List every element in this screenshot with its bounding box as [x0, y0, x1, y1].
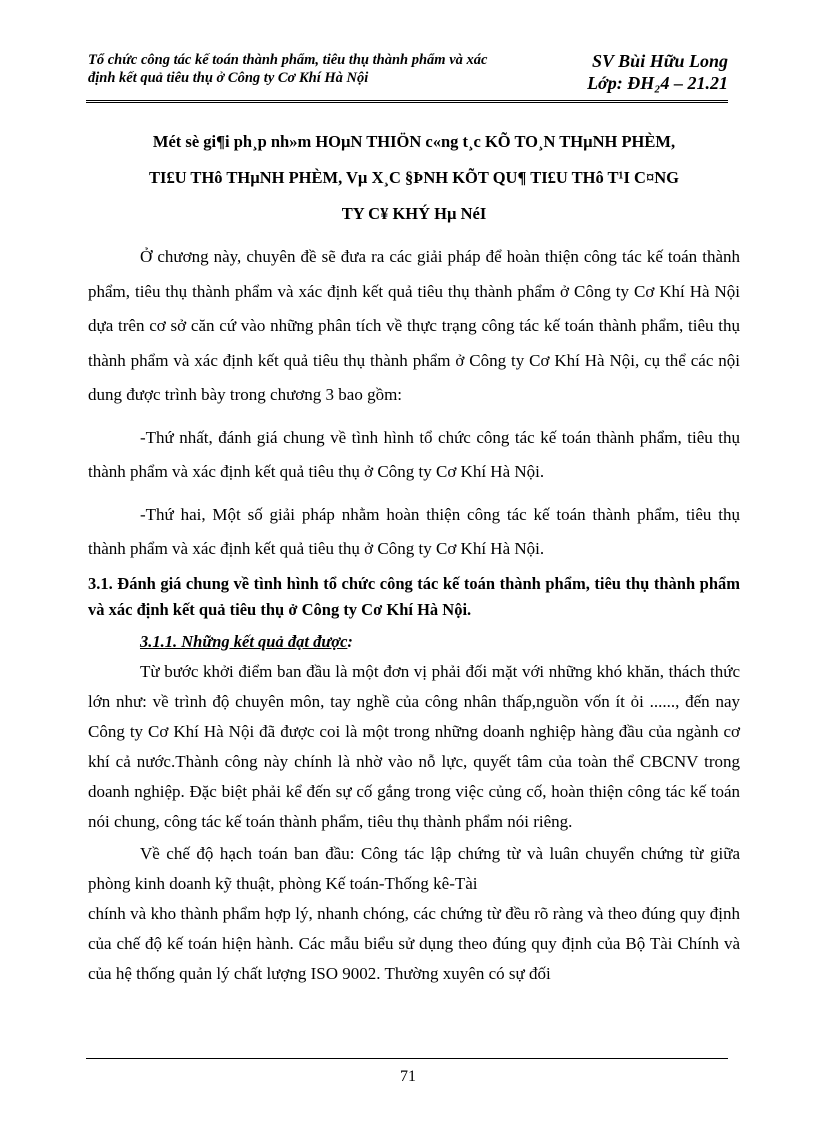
achievements-paragraph: Từ bước khởi điểm ban đầu là một đơn vị phải đối mặt với những khó khăn, thách thức lớn như: về trình độ chuyên môn, tay nghề của công nhân thấp,nguồn vốn ít ỏi ......, đến nay Công ty Cơ Khí Hà Nội đã được coi là một trong những doanh nghiệp hàng đầu của ngành cơ khí cả nước.Thành công này chính là nhờ vào nỗ lực, quyết tâm của toàn thể CBCNV trong doanh nghiệp. Đặc biệt phải kể đến sự cố gắng trong việc củng cố, hoàn thiện công tác kế toán nói chung, công tác kế toán thành phẩm, tiêu thụ thành phẩm nói riêng.: [88, 661, 740, 831]
footer-divider: [86, 1058, 728, 1059]
point-one-paragraph: -Thứ nhất, đánh giá chung về tình hình tổ chức công tác kế toán thành phẩm, tiêu thụ thành phẩm và xác định kết quả tiêu thụ ở Công ty Cơ Khí Hà Nội.: [88, 427, 740, 481]
header-divider: [86, 100, 728, 103]
initial-accounting-continued-paragraph: chính và kho thành phẩm hợp lý, nhanh chóng, các chứng từ đều rõ ràng và theo đúng quy định của chế độ kế toán hiện hành. Các mẫu biểu sử dụng theo đúng quy định của Bộ Tài Chính và của hệ thống quản lý chất lượng ISO 9002. Thường xuyên có sự đối: [88, 903, 740, 983]
page-body: [88, 124, 740, 989]
header-title-line-1: Tổ chức công tác kế toán thành phẩm, tiêu thụ thành phẩm và xác: [88, 52, 488, 68]
page-number: 71: [400, 1068, 416, 1085]
chapter-title: [88, 124, 740, 232]
point-two-paragraph: -Thứ hai, Một số giải pháp nhằm hoàn thiện công tác kế toán thành phẩm, tiêu thụ thành phẩm và xác định kết quả tiêu thụ ở Công ty Cơ Khí Hà Nội.: [88, 504, 740, 558]
chapter-title-line-2: TI£U THô THµNH PHÈM, Vµ X¸C §ÞNH KÕT QU¶ TI£U THô T¹I C¤NG: [149, 168, 679, 187]
subsection-heading: [140, 629, 740, 655]
header-student-name: SV Bùi Hữu Long: [591, 51, 728, 71]
section-heading: 3.1. Đánh giá chung về tình hình tổ chức công tác kế toán thành phẩm, tiêu thụ thành phẩm và xác định kết quả tiêu thụ ở Công ty Cơ Khí Hà Nội.: [88, 573, 740, 619]
chapter-title-line-1: Mét sè gi¶i ph¸p nh»m HOµN THIÖN c«ng t¸c KÕ TO¸N THµNH PHÈM,: [152, 132, 676, 151]
intro-paragraph: Ở chương này, chuyên đề sẽ đưa ra các giải pháp để hoàn thiện công tác kế toán thành phẩm, tiêu thụ thành phẩm và xác định kết quả tiêu thụ thành phẩm ở Công ty Cơ Khí Hà Nội dựa trên cơ sở căn cứ vào những phân tích về thực trạng công tác kế toán thành phẩm, tiêu thụ thành phẩm và xác định kết quả tiêu thụ thành phẩm ở Công ty Cơ Khí Hà Nội, cụ thể các nội dung được trình bày trong chương 3 bao gồm:: [88, 247, 740, 404]
page-header: [86, 50, 728, 100]
header-title-line-2: định kết quả tiêu thụ ở Công ty Cơ Khí Hà Nội: [88, 70, 369, 86]
subsection-heading-colon: :: [347, 631, 353, 651]
header-document-title: [88, 51, 558, 87]
header-class-name: Lớp: ĐH₂4 – 21.21: [587, 73, 728, 93]
subsection-heading-text: 3.1.1. Những kết quả đạt được: [140, 631, 348, 651]
header-student-info: [568, 50, 728, 94]
initial-accounting-paragraph: Về chế độ hạch toán ban đầu: Công tác lập chứng từ và luân chuyển chứng từ giữa phòng kinh doanh kỹ thuật, phòng Kế toán-Thống kê-Tài: [88, 843, 740, 893]
chapter-title-line-3: TY C¥ KHÝ Hµ NéI: [341, 204, 487, 223]
